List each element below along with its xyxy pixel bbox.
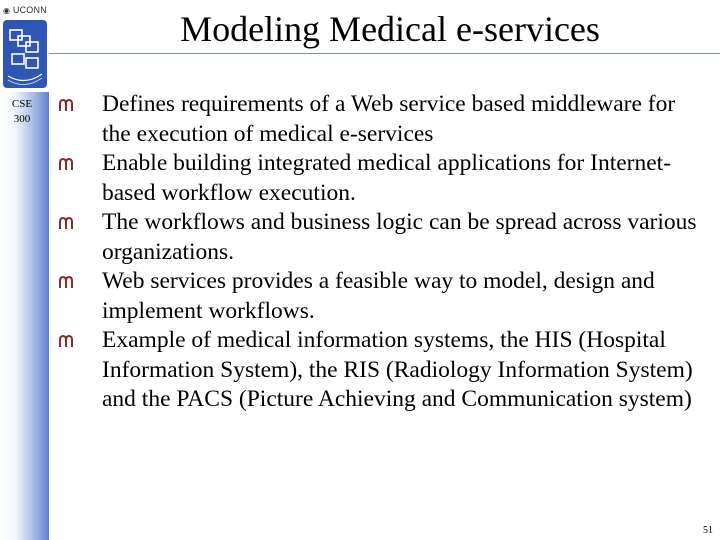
uconn-logo-text: UCONN [12,5,47,15]
bullet-icon [58,275,74,289]
sidebar-gradient-strip [0,92,49,540]
bullet-icon [58,216,74,230]
title-divider [49,53,720,54]
bullet-icon [58,334,74,348]
uconn-logo [3,3,49,17]
course-number: 300 [13,113,31,125]
course-code: CSE [11,98,33,110]
bullet-item [58,267,708,326]
bullet-item [58,326,708,415]
cse-seal-icon [2,16,48,92]
bullet-text: The workflows and business logic can be spread across various organizations. [102,209,697,265]
sidebar [0,0,49,540]
slide-title: Modeling Medical e-services [180,9,600,49]
bullet-item [58,208,708,267]
uconn-seal-icon: ◉ [3,6,11,15]
page-number: 51 [703,525,713,536]
bullet-text: Example of medical information systems, the HIS (Hospital Information System), the RIS (Radiology Information System) and the PACS (Picture Achieving and Communication system) [102,327,693,412]
bullet-text: Web services provides a feasible way to model, design and implement workflows. [102,268,655,324]
bullet-item [58,149,708,208]
bullet-text: Defines requirements of a Web service based middleware for the execution of medical e-services [102,91,676,147]
bullet-icon [58,98,74,112]
bullet-item [58,90,708,149]
bullet-text: Enable building integrated medical applications for Internet-based workflow execution. [102,150,672,206]
bullet-icon [58,157,74,171]
bullet-list [58,90,708,415]
course-label [0,97,44,127]
